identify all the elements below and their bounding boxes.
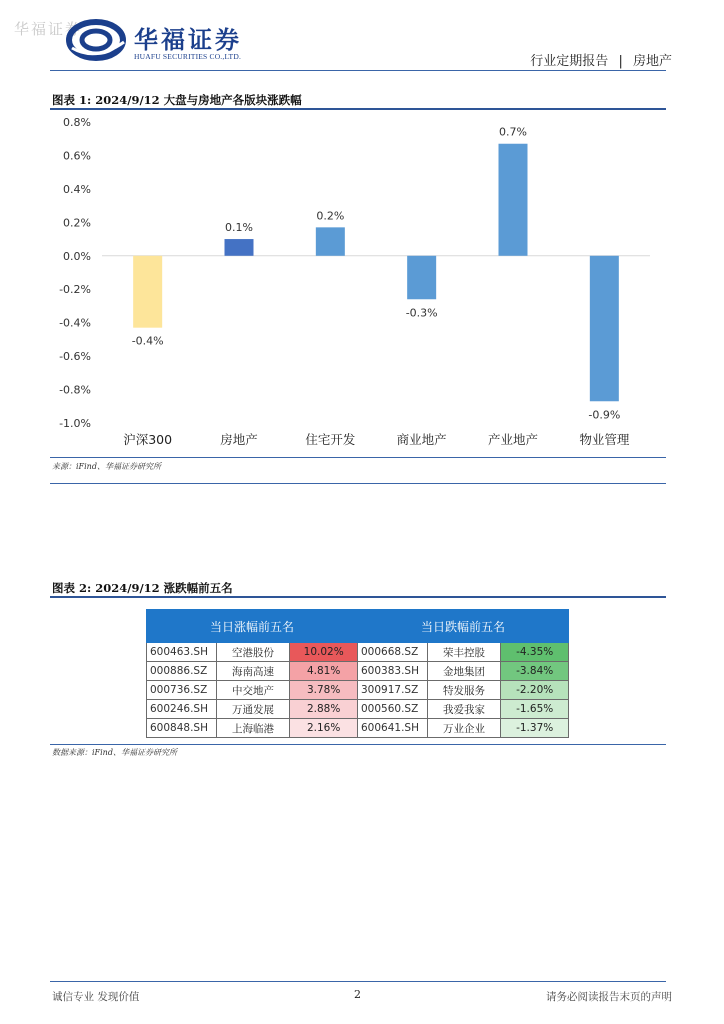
- loser-name: 特发服务: [427, 681, 501, 700]
- gainer-code: 600246.SH: [147, 700, 217, 719]
- data-label: 0.2%: [316, 209, 345, 223]
- figure1-source: 来源：iFind、华福证券研究所: [52, 462, 161, 471]
- data-label: -0.9%: [588, 408, 621, 422]
- loser-code: 000668.SZ: [357, 643, 427, 662]
- data-label: -0.3%: [405, 306, 438, 320]
- gainer-name: 万通发展: [216, 700, 290, 719]
- y-tick-label: 0.2%: [63, 216, 91, 230]
- sector-name: 房地产: [632, 54, 672, 69]
- data-label: 0.1%: [225, 221, 253, 235]
- y-tick-label: 0.6%: [63, 149, 91, 163]
- gainer-change: 4.81%: [290, 662, 358, 681]
- gainer-code: 000886.SZ: [147, 662, 217, 681]
- loser-name: 荣丰控股: [427, 643, 501, 662]
- y-tick-label: 0.8%: [63, 116, 91, 129]
- footer-divider: [50, 981, 666, 982]
- gainer-name: 中交地产: [216, 681, 290, 700]
- bar: [499, 144, 528, 256]
- y-tick-label: -0.2%: [59, 283, 91, 297]
- loser-change: -3.84%: [501, 662, 569, 681]
- y-tick-label: 0.0%: [63, 249, 91, 263]
- y-tick-label: -0.8%: [59, 383, 91, 397]
- y-tick-label: -0.6%: [59, 350, 91, 364]
- x-category-label: 住宅开发: [305, 432, 356, 447]
- gainer-code: 600848.SH: [147, 719, 217, 738]
- watermark: 华福证券: [14, 20, 83, 38]
- table-row: [147, 662, 569, 681]
- footer-slogan: 诚信专业 发现价值: [52, 991, 140, 1003]
- y-tick-label: 0.4%: [63, 182, 91, 196]
- figure1-bottom-rule: [50, 457, 666, 458]
- gainer-code: 600463.SH: [147, 643, 217, 662]
- gainer-change: 2.16%: [290, 719, 358, 738]
- y-tick-label: -0.4%: [59, 316, 91, 330]
- figure1-title: 图表 1: 2024/9/12 大盘与房地产各版块涨跌幅: [52, 93, 302, 107]
- x-category-label: 商业地产: [396, 432, 447, 447]
- figure1-end-rule: [50, 483, 666, 484]
- figure2-bottom-rule: [50, 744, 666, 745]
- table-row: [147, 681, 569, 700]
- loser-change: -2.20%: [501, 681, 569, 700]
- table-row: [147, 643, 569, 662]
- huafu-logo-icon: [66, 18, 130, 66]
- page-number: 2: [354, 988, 361, 1001]
- x-category-label: 物业管理: [579, 432, 630, 447]
- header-divider: [50, 70, 666, 71]
- loser-code: 000560.SZ: [357, 700, 427, 719]
- gainer-name: 空港股份: [216, 643, 290, 662]
- figure2-title: 图表 2: 2024/9/12 涨跌幅前五名: [52, 581, 233, 595]
- logo-chinese-name: 华福证券: [134, 25, 242, 54]
- header-separator: |: [618, 54, 623, 69]
- report-type: 行业定期报告: [530, 54, 609, 69]
- figure2-title-rule: [50, 596, 666, 598]
- loser-code: 600383.SH: [357, 662, 427, 681]
- gainer-change: 2.88%: [290, 700, 358, 719]
- x-category-label: 沪深300: [123, 432, 173, 447]
- x-category-label: 产业地产: [487, 432, 539, 447]
- table-row: [147, 700, 569, 719]
- bar: [316, 227, 345, 255]
- bar: [590, 256, 619, 401]
- data-label: 0.7%: [499, 125, 527, 139]
- report-category: [530, 50, 672, 69]
- loser-change: -4.35%: [501, 643, 569, 662]
- losers-header: 当日跌幅前五名: [357, 610, 568, 643]
- loser-code: 600641.SH: [357, 719, 427, 738]
- loser-change: -1.65%: [501, 700, 569, 719]
- bar-chart: [40, 110, 670, 455]
- loser-name: 金地集团: [427, 662, 501, 681]
- table-header-row: [147, 610, 569, 643]
- data-label: -0.4%: [131, 334, 164, 348]
- bar: [225, 239, 254, 256]
- table-row: [147, 719, 569, 738]
- gainer-name: 上海临港: [216, 719, 290, 738]
- gainer-change: 10.02%: [290, 643, 358, 662]
- loser-name: 万业企业: [427, 719, 501, 738]
- bar: [133, 256, 162, 328]
- gainers-header: 当日涨幅前五名: [147, 610, 358, 643]
- gainer-code: 000736.SZ: [147, 681, 217, 700]
- figure2-source: 数据来源：iFind、华福证券研究所: [52, 748, 177, 757]
- bar: [407, 256, 436, 299]
- loser-change: -1.37%: [501, 719, 569, 738]
- gainer-name: 海南高速: [216, 662, 290, 681]
- x-category-label: 房地产: [220, 432, 258, 447]
- gainer-change: 3.78%: [290, 681, 358, 700]
- footer-disclaimer: 请务必阅读报告末页的声明: [546, 991, 672, 1003]
- loser-code: 300917.SZ: [357, 681, 427, 700]
- y-tick-label: -1.0%: [59, 417, 91, 430]
- logo-english-name: HUAFU SECURITIES CO.,LTD.: [134, 52, 242, 61]
- top-movers-table: [146, 609, 569, 738]
- loser-name: 我爱我家: [427, 700, 501, 719]
